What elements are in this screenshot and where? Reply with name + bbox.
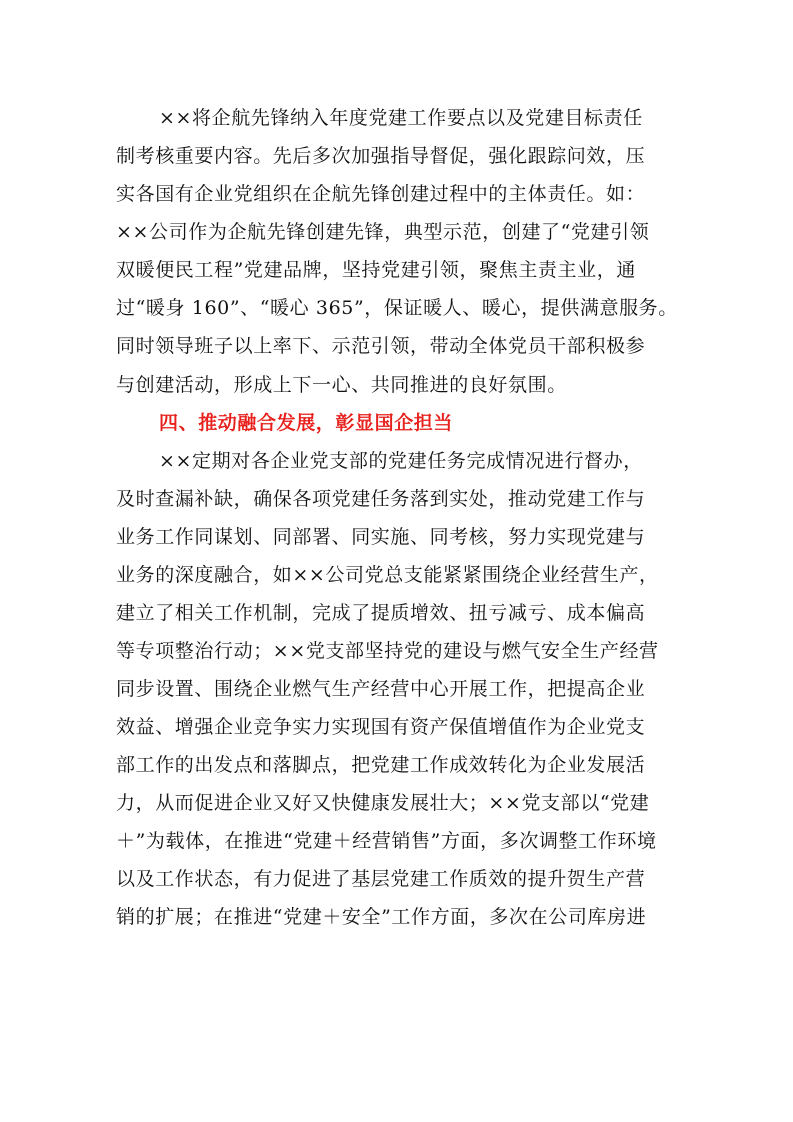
paragraph-1-line-3: 实各国有企业党组织在企航先锋创建过程中的主体责任。如： — [116, 183, 646, 205]
paragraph-2-line-9: 部工作的出发点和落脚点，把党建工作成效转化为企业发展活 — [116, 754, 646, 776]
paragraph-2-line-2: 及时查漏补缺，确保各项党建任务落到实处，推动党建工作与 — [116, 488, 646, 510]
section-heading: 四、推动融合发展，彰显国企担当 — [159, 412, 454, 434]
paragraph-1-line-1: ××将企航先锋纳入年度党建工作要点以及党建目标责任 — [159, 107, 643, 129]
paragraph-2-line-11: ＋”为载体，在推进“党建＋经营销售”方面，多次调整工作环境 — [116, 830, 657, 852]
paragraph-2-line-3: 业务工作同谋划、同部署、同实施、同考核，努力实现党建与 — [116, 526, 646, 548]
paragraph-2-line-6: 等专项整治行动；××党支部坚持党的建设与燃气安全生产经营 — [116, 640, 659, 662]
paragraph-2-line-12: 以及工作状态，有力促进了基层党建工作质效的提升贺生产营 — [116, 868, 646, 890]
paragraph-1-line-4: ××公司作为企航先锋创建先锋，典型示范，创建了“党建引领 — [116, 221, 650, 243]
paragraph-1-line-6: 过“暖身 160”、“暖心 365”，保证暖人、暖心，提供满意服务。 — [116, 297, 678, 319]
paragraph-1-line-5: 双暖便民工程”党建品牌，坚持党建引领，聚焦主责主业，通 — [116, 259, 636, 281]
paragraph-2-line-7: 同步设置、围绕企业燃气生产经营中心开展工作，把提高企业 — [116, 678, 646, 700]
paragraph-2-line-10: 力，从而促进企业又好又快健康发展壮大；××党支部以“党建 — [116, 792, 650, 814]
paragraph-2-line-8: 效益、增强企业竞争实力实现国有资产保值增值作为企业党支 — [116, 716, 646, 738]
paragraph-2-line-13: 销的扩展；在推进“党建＋安全”工作方面，多次在公司库房进 — [116, 906, 647, 928]
paragraph-2-line-5: 建立了相关工作机制，完成了提质增效、扭亏减亏、成本偏高 — [116, 602, 646, 624]
paragraph-2-line-1: ××定期对各企业党支部的党建任务完成情况进行督办， — [159, 450, 643, 472]
paragraph-2-line-4: 业务的深度融合，如××公司党总支能紧紧围绕企业经营生产， — [116, 564, 659, 586]
paragraph-1-line-2: 制考核重要内容。先后多次加强指导督促，强化跟踪问效，压 — [116, 145, 646, 167]
paragraph-1-line-8: 与创建活动，形成上下一心、共同推进的良好氛围。 — [116, 374, 567, 396]
paragraph-1-line-7: 同时领导班子以上率下、示范引领，带动全体党员干部积极参 — [116, 335, 646, 357]
